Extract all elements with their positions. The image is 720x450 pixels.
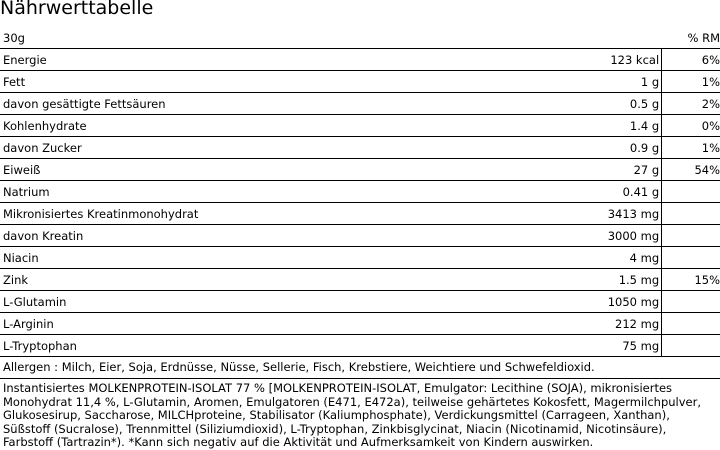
nutrient-name: Zink (0, 269, 541, 291)
table-row (0, 335, 720, 357)
nutrient-name: Niacin (0, 247, 541, 269)
nutrient-amount: 1 g (541, 71, 662, 93)
nutrient-rm-percent: 0% (662, 115, 720, 137)
nutrient-rm-percent (662, 291, 720, 313)
table-row (0, 203, 720, 225)
table-row (0, 159, 720, 181)
nutrient-amount: 0.41 g (541, 181, 662, 203)
nutrient-name: L-Arginin (0, 313, 541, 335)
table-row (0, 247, 720, 269)
nutrient-amount: 3000 mg (541, 225, 662, 247)
table-row (0, 269, 720, 291)
nutrient-amount: 1.4 g (541, 115, 662, 137)
rm-header: % RM (662, 27, 720, 49)
nutrient-name: Fett (0, 71, 541, 93)
table-row (0, 115, 720, 137)
nutrient-name: Energie (0, 49, 541, 71)
nutrient-rm-percent (662, 225, 720, 247)
divider (0, 378, 720, 379)
nutrient-amount: 1.5 mg (541, 269, 662, 291)
table-row (0, 93, 720, 115)
table-header-row (0, 27, 720, 49)
nutrient-name: davon Kreatin (0, 225, 541, 247)
nutrient-rm-percent: 6% (662, 49, 720, 71)
table-row (0, 291, 720, 313)
page-title: Nährwerttabelle (0, 0, 154, 19)
nutrient-rm-percent (662, 247, 720, 269)
table-row (0, 71, 720, 93)
table-row (0, 181, 720, 203)
nutrient-amount: 4 mg (541, 247, 662, 269)
nutrient-name: Mikronisiertes Kreatinmonohydrat (0, 203, 541, 225)
ingredients-text: Instantisiertes MOLKENPROTEIN-ISOLAT 77 % [MOLKENPROTEIN-ISOLAT, Emulgator: Lecithine (SOJA), mikronisiertes Monohydrat 11,4 %, L-Glutamin, Aromen, Emulgatoren (E471, E472a), teilweise gehärtetes Kokosfett, Magermilchpulver, Glukosesirup, Saccharose, MILCHproteine, Stabilisator (Kaliumphosphate), Verdickungsmittel (Carrageen, Xanthan), Süßstoff (Sucralose), Trennmittel (Siliziumdioxid), L-Tryptophan, Zinkbisglycinat, Niacin (Nicotinamid, Nicotinsäure), Farbstoff (Tartrazin*). *Kann sich negativ auf die Aktivität und Aufmerksamkeit von Kindern auswirken. (3, 381, 701, 449)
nutrient-amount: 3413 mg (541, 203, 662, 225)
nutrient-rm-percent: 54% (662, 159, 720, 181)
nutrient-amount: 212 mg (541, 313, 662, 335)
nutrient-rm-percent (662, 335, 720, 357)
nutrient-amount: 1050 mg (541, 291, 662, 313)
table-row (0, 313, 720, 335)
nutrient-rm-percent: 2% (662, 93, 720, 115)
nutrient-amount: 75 mg (541, 335, 662, 357)
nutrition-table (0, 27, 720, 357)
allergen-info: Allergen : Milch, Eier, Soja, Erdnüsse, Nüsse, Sellerie, Fisch, Krebstiere, Weichtiere und Schwefeldioxid. (3, 360, 595, 374)
nutrient-rm-percent: 1% (662, 71, 720, 93)
table-row (0, 137, 720, 159)
nutrient-rm-percent: 1% (662, 137, 720, 159)
nutrient-amount: 0.9 g (541, 137, 662, 159)
amount-header (541, 27, 662, 49)
nutrient-name: Natrium (0, 181, 541, 203)
nutrient-name: L-Tryptophan (0, 335, 541, 357)
nutrient-amount: 27 g (541, 159, 662, 181)
nutrient-rm-percent (662, 203, 720, 225)
nutrient-rm-percent (662, 181, 720, 203)
nutrient-name: Kohlenhydrate (0, 115, 541, 137)
nutrient-rm-percent: 15% (662, 269, 720, 291)
serving-size: 30g (0, 27, 541, 49)
nutrient-rm-percent (662, 313, 720, 335)
nutrient-name: Eiweiß (0, 159, 541, 181)
nutrient-name: davon gesättigte Fettsäuren (0, 93, 541, 115)
nutrient-amount: 0.5 g (541, 93, 662, 115)
table-row (0, 225, 720, 247)
nutrient-name: L-Glutamin (0, 291, 541, 313)
table-row (0, 49, 720, 71)
nutrient-name: davon Zucker (0, 137, 541, 159)
nutrient-amount: 123 kcal (541, 49, 662, 71)
